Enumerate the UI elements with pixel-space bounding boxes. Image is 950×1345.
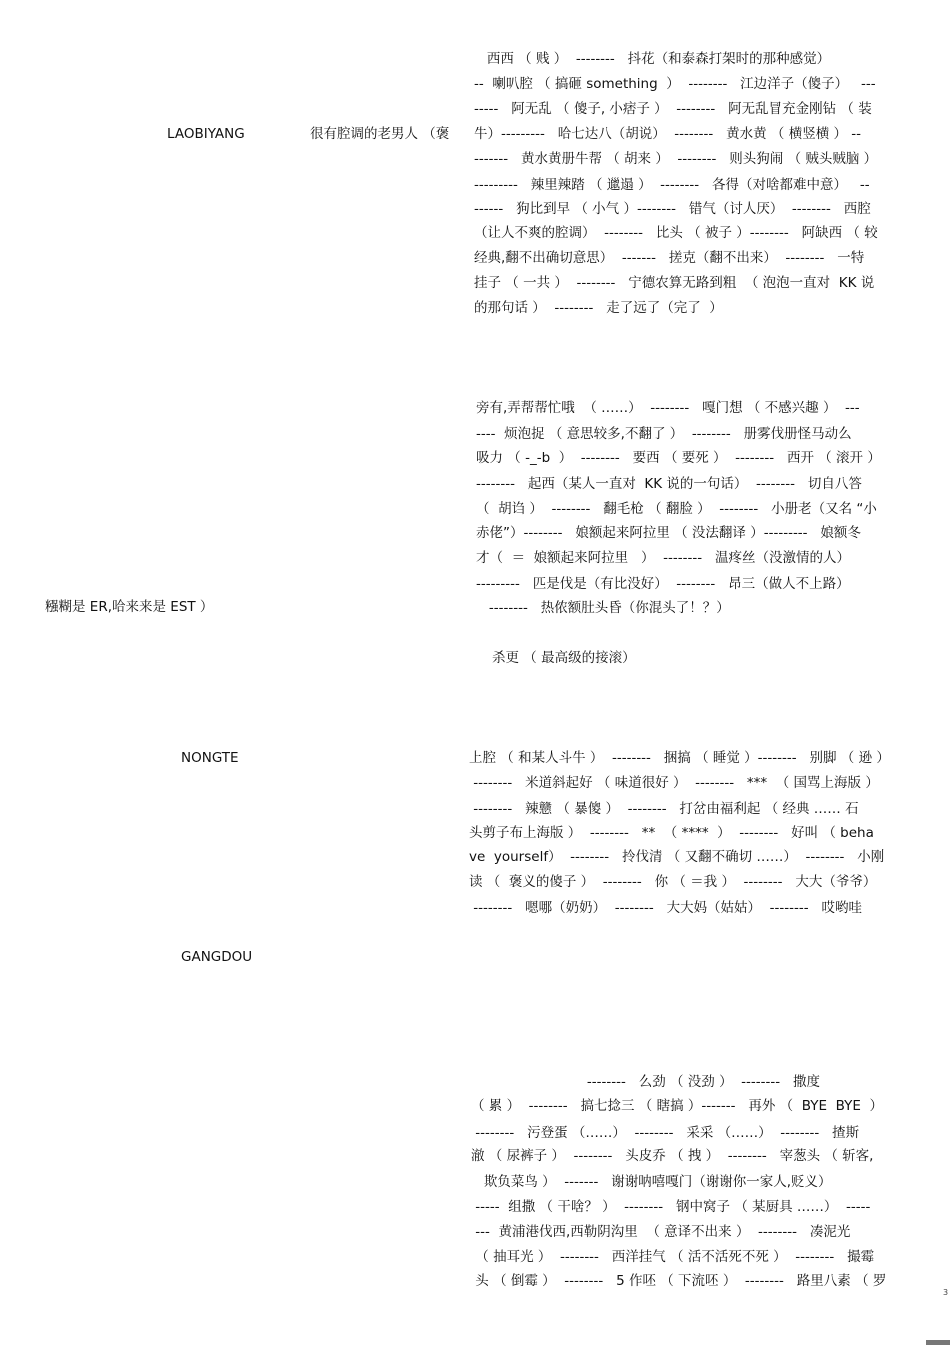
vocab-line: ---- 烦泡捉 （ 意思较多,不翻了 ） -------- 册雾伐册怪马动么 xyxy=(476,426,852,442)
vocab-line: --------- 辣里辣踏 （ 邋遢 ） -------- 各得（对啥都难中意） -- xyxy=(474,177,870,193)
vocab-line: 头 （ 倒霉 ） -------- 5 作呸 （ 下流呸 ） -------- 路里八素 （ 罗 xyxy=(471,1273,887,1289)
page-number: 3 xyxy=(943,1288,949,1297)
vocab-line-tail: 杀更 （ 最高级的接滚） xyxy=(492,650,636,666)
vocab-line: 牛）--------- 哈七达八（胡说） -------- 黄水黄 （ 横竖横 ） -- xyxy=(474,126,862,142)
vocab-line: 挂子 （ 一共 ） -------- 宁德农算无路到粗 （ 泡泡一直对 KK 说 xyxy=(474,275,875,291)
vocab-line: --- 黄浦港伐西,西勒阴沟里 （ 意译不出来 ） -------- 凑泥光 xyxy=(471,1224,851,1240)
term-nongte: NONGTE xyxy=(181,750,239,766)
vocab-line: 西西 （ 贱 ） -------- 抖花（和泰森打架时的那种感觉） xyxy=(474,51,831,67)
vocab-line: ----- 阿无乱 （ 傻子, 小痞子 ） -------- 阿无乱冒充金刚钻 （ 装 xyxy=(474,101,872,117)
vocab-line: ------- 黄水黄册牛帮 （ 胡来 ） -------- 则头狗闹 （ 贼头贼脑 ） xyxy=(474,151,878,167)
term-gangdou: GANGDOU xyxy=(181,949,253,965)
vocab-line: 旁有,弄帮帮忙哦 （ ……） -------- 嘎门想 （ 不感兴趣 ） --- xyxy=(476,400,860,416)
vocab-line: --------- 匹是伐是（有比没好） -------- 昂三（做人不上路） xyxy=(476,576,850,592)
vocab-line: （ 抽耳光 ） -------- 西洋挂气 （ 活不活死不死 ） -------- 撮霉 xyxy=(471,1249,875,1265)
vocab-line: 赤佬”）-------- 娘额起来阿拉里 （ 没法翻译 ）--------- 娘额冬 xyxy=(476,525,861,541)
vocab-line: （ 累 ） -------- 搞七捻三 （ 瞎搞 ）------- 再外 （ BYE BYE ） xyxy=(471,1098,883,1114)
vocab-line: -------- 辣戆 （ 暴傻 ） -------- 打岔由福利起 （ 经典 …… 石 xyxy=(469,801,859,817)
vocab-line: 欺负菜鸟 ） ------- 谢谢呐嘻嘎门（谢谢你一家人,贬义） xyxy=(471,1174,832,1190)
vocab-line: -- 喇叭腔 （ 搞砸 something ） -------- 江边洋子（傻子） --- xyxy=(474,76,876,92)
vocab-line: -------- 污登蛋 （……） -------- 采采 （……） -------- 揸斯 xyxy=(471,1125,860,1141)
vocab-line: ----- 组撒 （ 干啥？ ） -------- 钢中窝子 （ 某厨具 ……） ----- xyxy=(471,1199,871,1215)
vocab-line: 才（ ＝ 娘额起来阿拉里 ） -------- 温疼丝（没激情的人） xyxy=(476,550,850,566)
vocab-line: -------- 嗯哪（奶奶） -------- 大大妈（姑姑） -------- 哎哟哇 xyxy=(469,900,862,916)
page-edge-bar xyxy=(926,1340,950,1345)
vocab-line: （ 胡诌 ） -------- 翻毛枪 （ 翻脸 ） -------- 小册老（又名 “小 xyxy=(476,501,877,517)
vocab-line: ve yourself） -------- 拎伐清 （ 又翻不确切 ……） -------- 小刚 xyxy=(469,849,885,865)
vocab-line: 澈 （ 尿裤子 ） -------- 头皮乔 （ 拽 ） -------- 宰葱头 （ 斩客, xyxy=(471,1148,874,1164)
vocab-line: （让人不爽的腔调） -------- 比头 （ 被子 ）-------- 阿缺西 （ 较 xyxy=(474,225,878,241)
term-laobiyang-definition: 很有腔调的老男人 （褒 xyxy=(310,126,450,142)
vocab-line: 上腔 （ 和某人斗牛 ） -------- 捆搞 （ 睡觉 ）-------- 别脚 （ 逊 ） xyxy=(469,750,890,766)
term-zhuahu-definition: 糨糊是 ER,哈来来是 EST ） xyxy=(45,599,214,615)
vocab-line: -------- 米道斜起好 （ 味道很好 ） -------- *** （ 国骂上海版 ） xyxy=(469,775,879,791)
vocab-line: 经典,翻不出确切意思） ------- 搓克（翻不出来） -------- 一特 xyxy=(474,250,865,266)
vocab-line: -------- 么劲 （ 没劲 ） -------- 撒度 xyxy=(471,1074,821,1090)
vocab-line: -------- 起西（某人一直对 KK 说的一句话） -------- 切自八答 xyxy=(476,476,862,492)
vocab-line: -------- 热侬额肚头昏（你混头了！？） xyxy=(476,600,730,616)
vocab-line: ------ 狗比到早 （ 小气 ）-------- 错气（讨人厌） -------- 西腔 xyxy=(474,201,871,217)
vocab-line: 吸力 （ -_-b ） -------- 要西 （ 要死 ） -------- 西开 （ 滚开 ） xyxy=(476,450,881,466)
term-laobiyang: LAOBIYANG xyxy=(167,126,245,142)
vocab-line: 读 （ 褒义的傻子 ） -------- 你 （ ＝我 ） -------- 大大（爷爷） xyxy=(469,874,877,890)
vocab-line: 的那句话 ） -------- 走了远了（完了 ） xyxy=(474,300,723,316)
vocab-line: 头剪子布上海版 ） -------- ** （ **** ） -------- 好叫 （ beha xyxy=(469,825,874,841)
